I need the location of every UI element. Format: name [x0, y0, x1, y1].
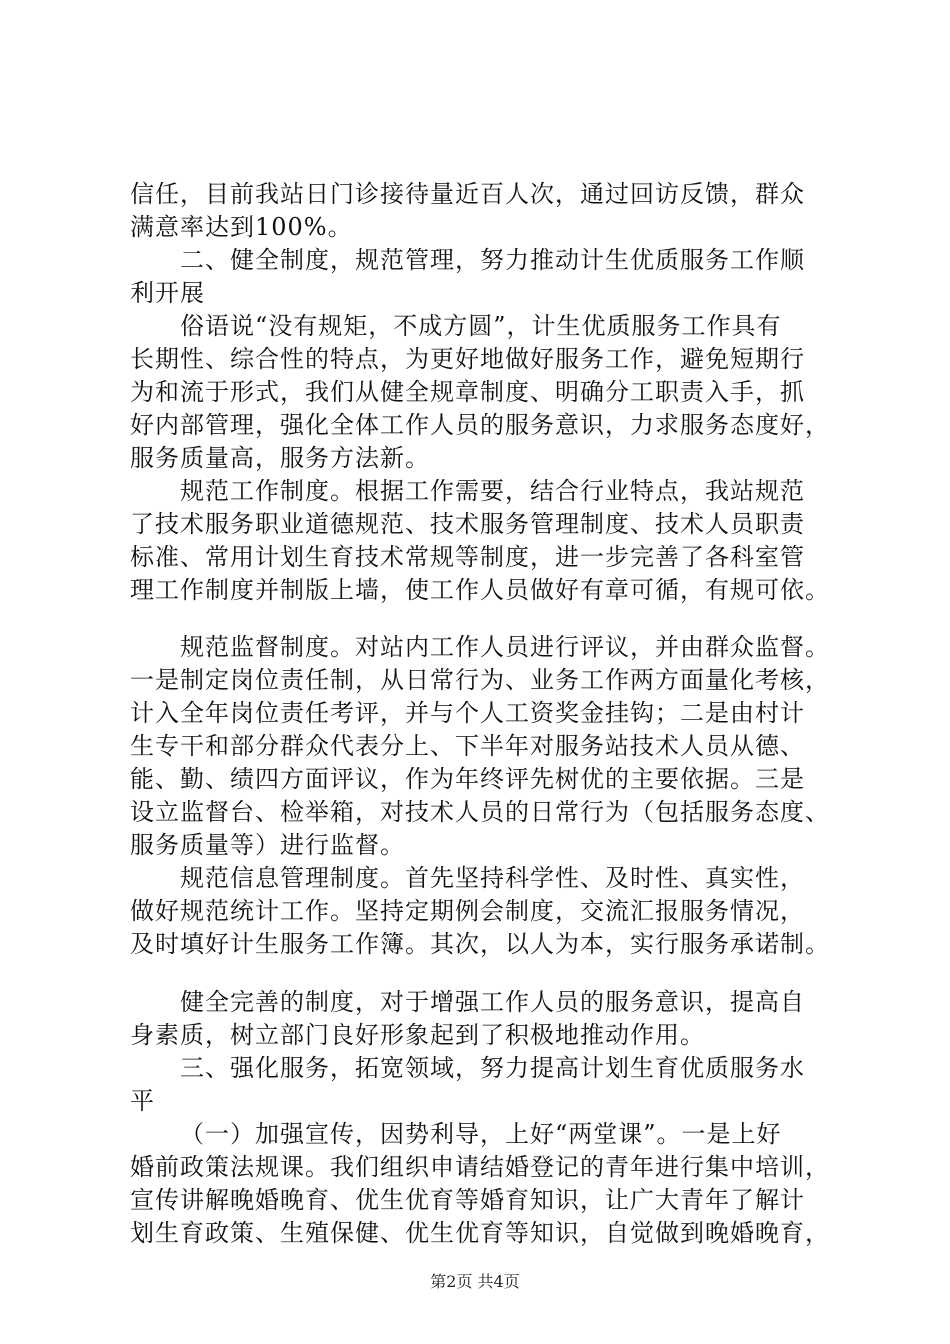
text-line: 理工作制度并制版上墙，使工作人员做好有章可循，有规可依。: [130, 576, 830, 604]
text-line: 了技术服务职业道德规范、技术服务管理制度、技术人员职责: [130, 510, 805, 538]
text-line: 标准、常用计划生育技术常规等制度，进一步完善了各科室管: [130, 543, 805, 571]
section-heading-line: 三、强化服务，拓宽领域，努力提高计划生育优质服务水: [180, 1054, 805, 1082]
text-line: 俗语说“没有规矩，不成方圆”，计生优质服务工作具有: [180, 312, 782, 340]
text-line: 健全完善的制度，对于增强工作人员的服务意识，提高自: [180, 988, 805, 1016]
text-line: 信任，目前我站日门诊接待量近百人次，通过回访反馈，群众: [130, 180, 805, 208]
text-line: 计入全年岗位责任考评，并与个人工资奖金挂钩；二是由村计: [130, 699, 805, 727]
text-line: 规范工作制度。根据工作需要，结合行业特点，我站规范: [180, 477, 805, 505]
page-number-footer: 第2页 共4页: [430, 1272, 520, 1291]
text-line: 宣传讲解晚婚晚育、优生优育等婚育知识，让广大青年了解计: [130, 1186, 805, 1214]
text-line: 一是制定岗位责任制，从日常行为、业务工作两方面量化考核，: [130, 666, 830, 694]
text-line: 规范监督制度。对站内工作人员进行评议，并由群众监督。: [180, 633, 830, 661]
text-line: 身素质，树立部门良好形象起到了积极地推动作用。: [130, 1021, 705, 1049]
text-line: （一）加强宣传，因势利导，上好“两堂课”。一是上好: [180, 1120, 782, 1148]
text-line: 满意率达到100%。: [130, 213, 353, 241]
text-line: 划生育政策、生殖保健、优生优育等知识，自觉做到晚婚晚育，: [130, 1219, 830, 1247]
text-line: 为和流于形式，我们从健全规章制度、明确分工职责入手，抓: [130, 378, 805, 406]
text-line: 服务质量等）进行监督。: [130, 831, 405, 859]
text-line: 好内部管理，强化全体工作人员的服务意识，力求服务态度好，: [130, 411, 830, 439]
section-heading-line: 二、健全制度，规范管理，努力推动计生优质服务工作顺: [180, 246, 805, 274]
text-line: 生专干和部分群众代表分上、下半年对服务站技术人员从德、: [130, 732, 805, 760]
text-line: 规范信息管理制度。首先坚持科学性、及时性、真实性，: [180, 864, 805, 892]
section-heading-line: 利开展: [130, 279, 205, 307]
text-line: 设立监督台、检举箱，对技术人员的日常行为（包括服务态度、: [130, 798, 830, 826]
text-line: 做好规范统计工作。坚持定期例会制度，交流汇报服务情况，: [130, 897, 805, 925]
text-line: 及时填好计生服务工作簿。其次，以人为本，实行服务承诺制。: [130, 930, 830, 958]
section-heading-line: 平: [130, 1087, 155, 1115]
text-line: 能、勤、绩四方面评议，作为年终评先树优的主要依据。三是: [130, 765, 805, 793]
text-line: 婚前政策法规课。我们组织申请结婚登记的青年进行集中培训，: [130, 1153, 830, 1181]
text-line: 长期性、综合性的特点，为更好地做好服务工作，避免短期行: [130, 345, 805, 373]
text-line: 服务质量高，服务方法新。: [130, 444, 430, 472]
